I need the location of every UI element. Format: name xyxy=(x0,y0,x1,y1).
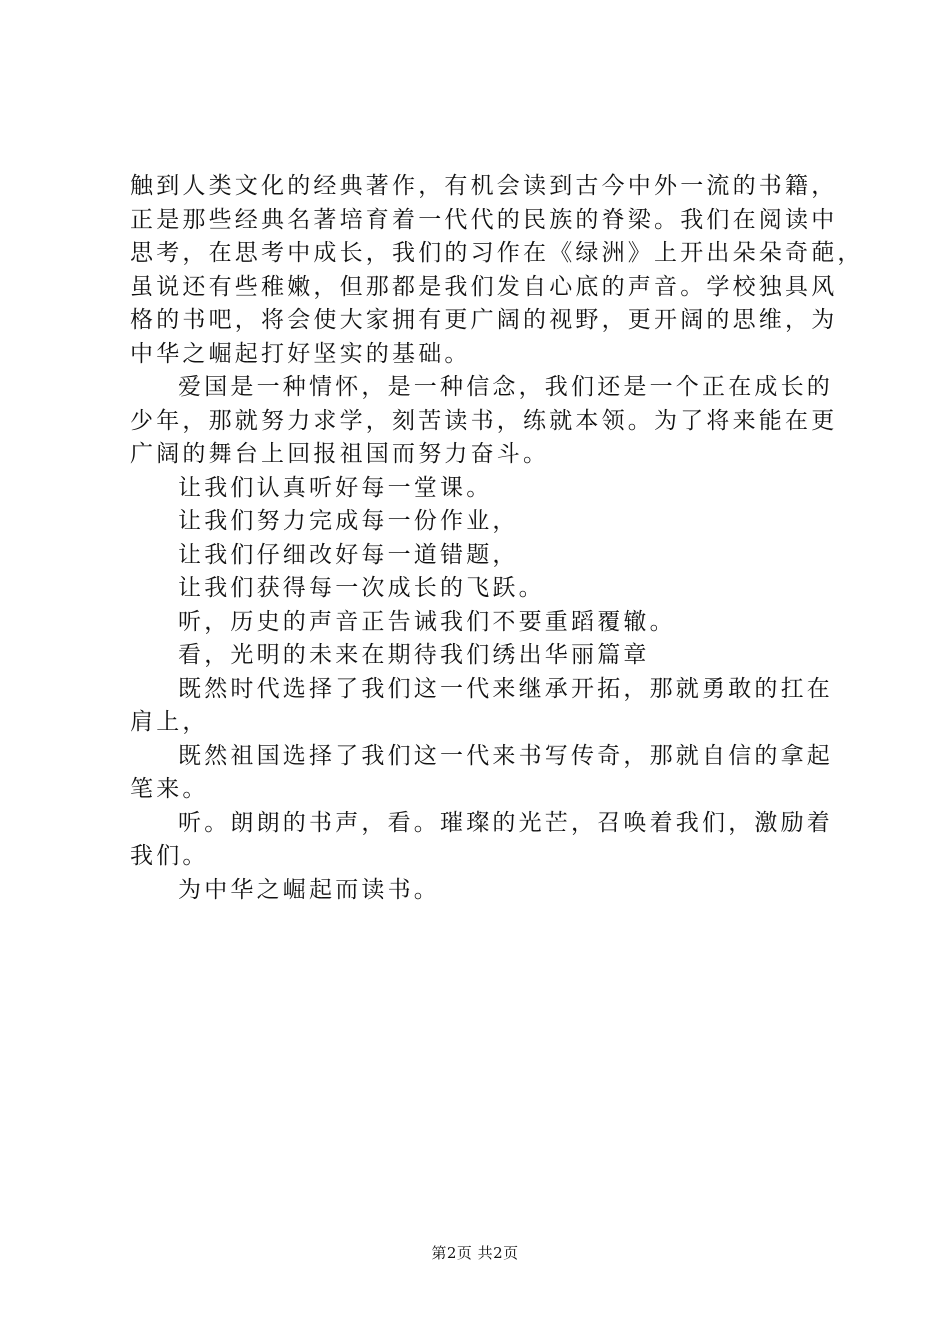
text-line: 我们。 xyxy=(130,843,209,869)
text-line: 笔来。 xyxy=(130,776,209,802)
text-line: 虽说还有些稚嫩，但那都是我们发自心底的声音。学校独具风 xyxy=(130,273,838,300)
text-line: 爱国是一种情怀，是一种信念，我们还是一个正在成长的 xyxy=(178,374,833,400)
text-line: 既然时代选择了我们这一代来继承开拓，那就勇敢的扛在 xyxy=(178,675,833,702)
page-footer: 第2页 共2页 xyxy=(431,1244,519,1262)
text-line: 看，光明的未来在期待我们绣出华丽篇章 xyxy=(178,642,650,668)
text-line: 格的书吧，将会使大家拥有更广阔的视野，更开阔的思维，为 xyxy=(130,307,838,333)
body-text xyxy=(130,170,864,907)
text-line: 少年，那就努力求学，刻苦读书，练就本领。为了将来能在更 xyxy=(130,407,838,434)
text-line: 听。朗朗的书声，看。璀璨的光芒，召唤着我们，激励着 xyxy=(178,809,833,836)
text-line: 让我们努力完成每一份作业， xyxy=(178,508,519,534)
text-line: 听，历史的声音正告诫我们不要重蹈覆辙。 xyxy=(178,608,676,635)
text-line: 触到人类文化的经典著作，有机会读到古今中外一流的书籍， xyxy=(130,173,838,199)
text-line: 既然祖国选择了我们这一代来书写传奇，那就自信的拿起 xyxy=(178,742,833,769)
text-line: 让我们认真听好每一堂课。 xyxy=(178,474,493,501)
text-line: 为中华之崛起而读书。 xyxy=(178,876,440,903)
text-line: 正是那些经典名著培育着一代代的民族的脊梁。我们在阅读中 xyxy=(130,206,838,233)
text-line: 让我们获得每一次成长的飞跃。 xyxy=(178,575,545,601)
text-line: 思考，在思考中成长，我们的习作在《绿洲》上开出朵朵奇葩， xyxy=(130,240,864,266)
text-line: 肩上， xyxy=(130,709,209,735)
text-line: 让我们仔细改好每一道错题， xyxy=(178,541,519,568)
text-line: 广阔的舞台上回报祖国而努力奋斗。 xyxy=(130,441,550,467)
text-line: 中华之崛起打好坚实的基础。 xyxy=(130,340,471,367)
